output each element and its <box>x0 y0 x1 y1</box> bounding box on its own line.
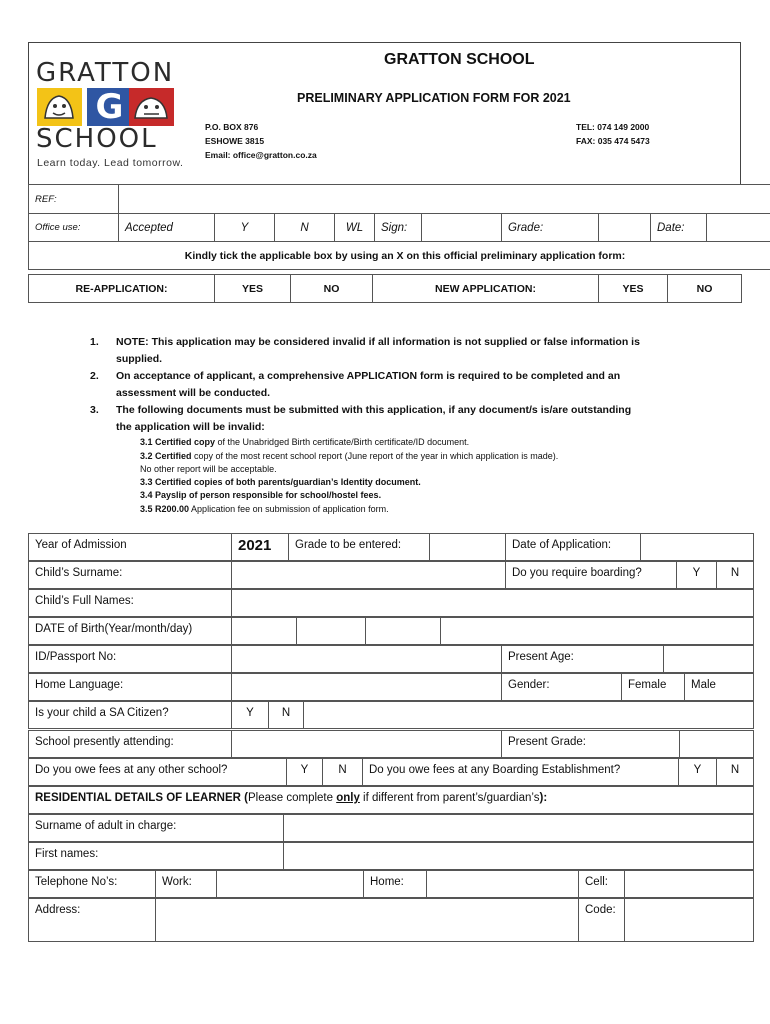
office-use-table <box>28 184 770 270</box>
accepted-label: Accepted <box>119 214 215 242</box>
work-label: Work: <box>156 871 217 898</box>
owe-boarding-y-box[interactable]: Y <box>679 759 717 786</box>
year-admission-value: 2021 <box>232 534 289 561</box>
code-field[interactable] <box>625 899 754 942</box>
email: Email: office@gratton.co.za <box>205 150 317 160</box>
office-date-label: Date: <box>651 214 707 242</box>
note-item: 2. On acceptance of applicant, a comprehensive APPLICATION form is required to be completed and an assessment will be conducted. <box>90 370 621 399</box>
new-application-yes-box[interactable]: YES <box>599 275 668 303</box>
first-names-field[interactable] <box>284 843 754 870</box>
dob-day-field[interactable] <box>366 618 441 645</box>
dob-year-field[interactable] <box>232 618 297 645</box>
sa-citizen-label: Is your child a SA Citizen? <box>29 702 232 729</box>
code-label: Code: <box>579 899 625 942</box>
doc-requirement-3: 3.3 Certified copies of both parents/guardian’s Identity document. <box>140 477 421 487</box>
dob-month-field[interactable] <box>297 618 366 645</box>
office-date-field[interactable] <box>707 214 770 242</box>
present-age-field[interactable] <box>664 646 754 673</box>
sa-citizen-n-box[interactable]: N <box>269 702 304 729</box>
dob-extra-field[interactable] <box>441 618 754 645</box>
present-age-label: Present Age: <box>502 646 664 673</box>
boarding-y-box[interactable]: Y <box>677 562 717 589</box>
doc-requirement-2: 3.2 Certified copy of the most recent school report (June report of the year in which application is made). <box>140 451 559 461</box>
owe-fees-n-box[interactable]: N <box>323 759 363 786</box>
accepted-y-box[interactable]: Y <box>215 214 275 242</box>
reapplication-no-box[interactable]: NO <box>291 275 373 303</box>
home-language-label: Home Language: <box>29 674 232 701</box>
id-passport-field[interactable] <box>232 646 502 673</box>
grade-entered-field[interactable] <box>430 534 506 561</box>
present-grade-field[interactable] <box>680 731 754 758</box>
sa-citizen-field[interactable] <box>304 702 754 729</box>
home-phone-field[interactable] <box>427 871 579 898</box>
note-item: 1. NOTE: This application may be considered invalid if all information is not supplied or false information is supplied. <box>90 336 640 365</box>
telephone-label: Telephone No’s: <box>29 871 156 898</box>
residential-details-heading: RESIDENTIAL DETAILS OF LEARNER (Please complete only if different from parent’s/guardian’s): <box>29 787 754 814</box>
grade-entered-label: Grade to be entered: <box>289 534 430 561</box>
telephone: TEL: 074 149 2000 <box>576 122 650 132</box>
lion-crest-icon <box>37 88 82 126</box>
address-field[interactable] <box>156 899 579 942</box>
gender-female-box[interactable]: Female <box>622 674 685 701</box>
office-grade-label: Grade: <box>502 214 599 242</box>
note-item: 3. The following documents must be submitted with this application, if any document/s is/are outstanding the application will be invalid: <box>90 404 632 433</box>
ref-label: REF: <box>29 185 119 214</box>
owe-boarding-label: Do you owe fees at any Boarding Establishment? <box>363 759 679 786</box>
full-names-field[interactable] <box>232 590 754 617</box>
fax: FAX: 035 474 5473 <box>576 136 650 146</box>
date-application-label: Date of Application: <box>506 534 641 561</box>
id-passport-label: ID/Passport No: <box>29 646 232 673</box>
sa-citizen-y-box[interactable]: Y <box>232 702 269 729</box>
accepted-n-box[interactable]: N <box>275 214 335 242</box>
home-label: Home: <box>364 871 427 898</box>
doc-requirement-5: 3.5 R200.00 Application fee on submission of application form. <box>140 504 389 514</box>
logo-word-school: SCHOOL <box>36 124 158 154</box>
office-use-label: Office use: <box>29 214 119 242</box>
new-application-no-box[interactable]: NO <box>668 275 742 303</box>
owe-boarding-n-box[interactable]: N <box>717 759 754 786</box>
boarding-label: Do you require boarding? <box>506 562 677 589</box>
present-grade-label: Present Grade: <box>502 731 680 758</box>
date-application-field[interactable] <box>641 534 754 561</box>
notes-list <box>90 334 690 436</box>
bulldog-crest-icon <box>129 88 174 126</box>
school-attending-field[interactable] <box>232 731 502 758</box>
doc-requirement-4: 3.4 Payslip of person responsible for school/hostel fees. <box>140 490 382 500</box>
first-names-label: First names: <box>29 843 284 870</box>
dob-label: DATE of Birth(Year/month/day) <box>29 618 232 645</box>
sign-field[interactable] <box>422 214 502 242</box>
school-attending-label: School presently attending: <box>29 731 232 758</box>
tick-instruction: Kindly tick the applicable box by using an X on this official preliminary application form: <box>29 242 770 270</box>
reapplication-yes-box[interactable]: YES <box>215 275 291 303</box>
office-grade-field[interactable] <box>599 214 651 242</box>
owe-fees-label: Do you owe fees at any other school? <box>29 759 287 786</box>
letter-g-crest: G <box>87 88 132 126</box>
new-application-label: NEW APPLICATION: <box>373 275 599 303</box>
application-type-table <box>28 274 742 303</box>
work-phone-field[interactable] <box>217 871 364 898</box>
doc-requirement-2-note: No other report will be acceptable. <box>140 464 277 474</box>
owe-fees-y-box[interactable]: Y <box>287 759 323 786</box>
accepted-wl-box[interactable]: WL <box>335 214 375 242</box>
po-box: P.O. BOX 876 <box>205 122 259 132</box>
ref-field[interactable] <box>119 185 770 214</box>
sign-label: Sign: <box>375 214 422 242</box>
form-title: PRELIMINARY APPLICATION FORM FOR 2021 <box>297 91 571 105</box>
surname-label: Child’s Surname: <box>29 562 232 589</box>
logo-tagline: Learn today. Lead tomorrow. <box>37 157 184 169</box>
adult-surname-field[interactable] <box>284 815 754 842</box>
adult-surname-label: Surname of adult in charge: <box>29 815 284 842</box>
address-label: Address: <box>29 899 156 942</box>
town-postcode: ESHOWE 3815 <box>205 136 265 146</box>
full-names-label: Child’s Full Names: <box>29 590 232 617</box>
boarding-n-box[interactable]: N <box>717 562 754 589</box>
school-name: GRATTON SCHOOL <box>384 51 535 68</box>
home-language-field[interactable] <box>232 674 502 701</box>
doc-requirement-1: 3.1 Certified copy of the Unabridged Birth certificate/Birth certificate/ID document. <box>140 437 470 447</box>
year-admission-label: Year of Admission <box>29 534 232 561</box>
logo-word-gratton: GRATTON <box>36 58 175 88</box>
gender-label: Gender: <box>502 674 622 701</box>
reapplication-label: RE-APPLICATION: <box>29 275 215 303</box>
surname-field[interactable] <box>232 562 506 589</box>
cell-label: Cell: <box>579 871 625 898</box>
cell-phone-field[interactable] <box>625 871 754 898</box>
gender-male-box[interactable]: Male <box>685 674 754 701</box>
